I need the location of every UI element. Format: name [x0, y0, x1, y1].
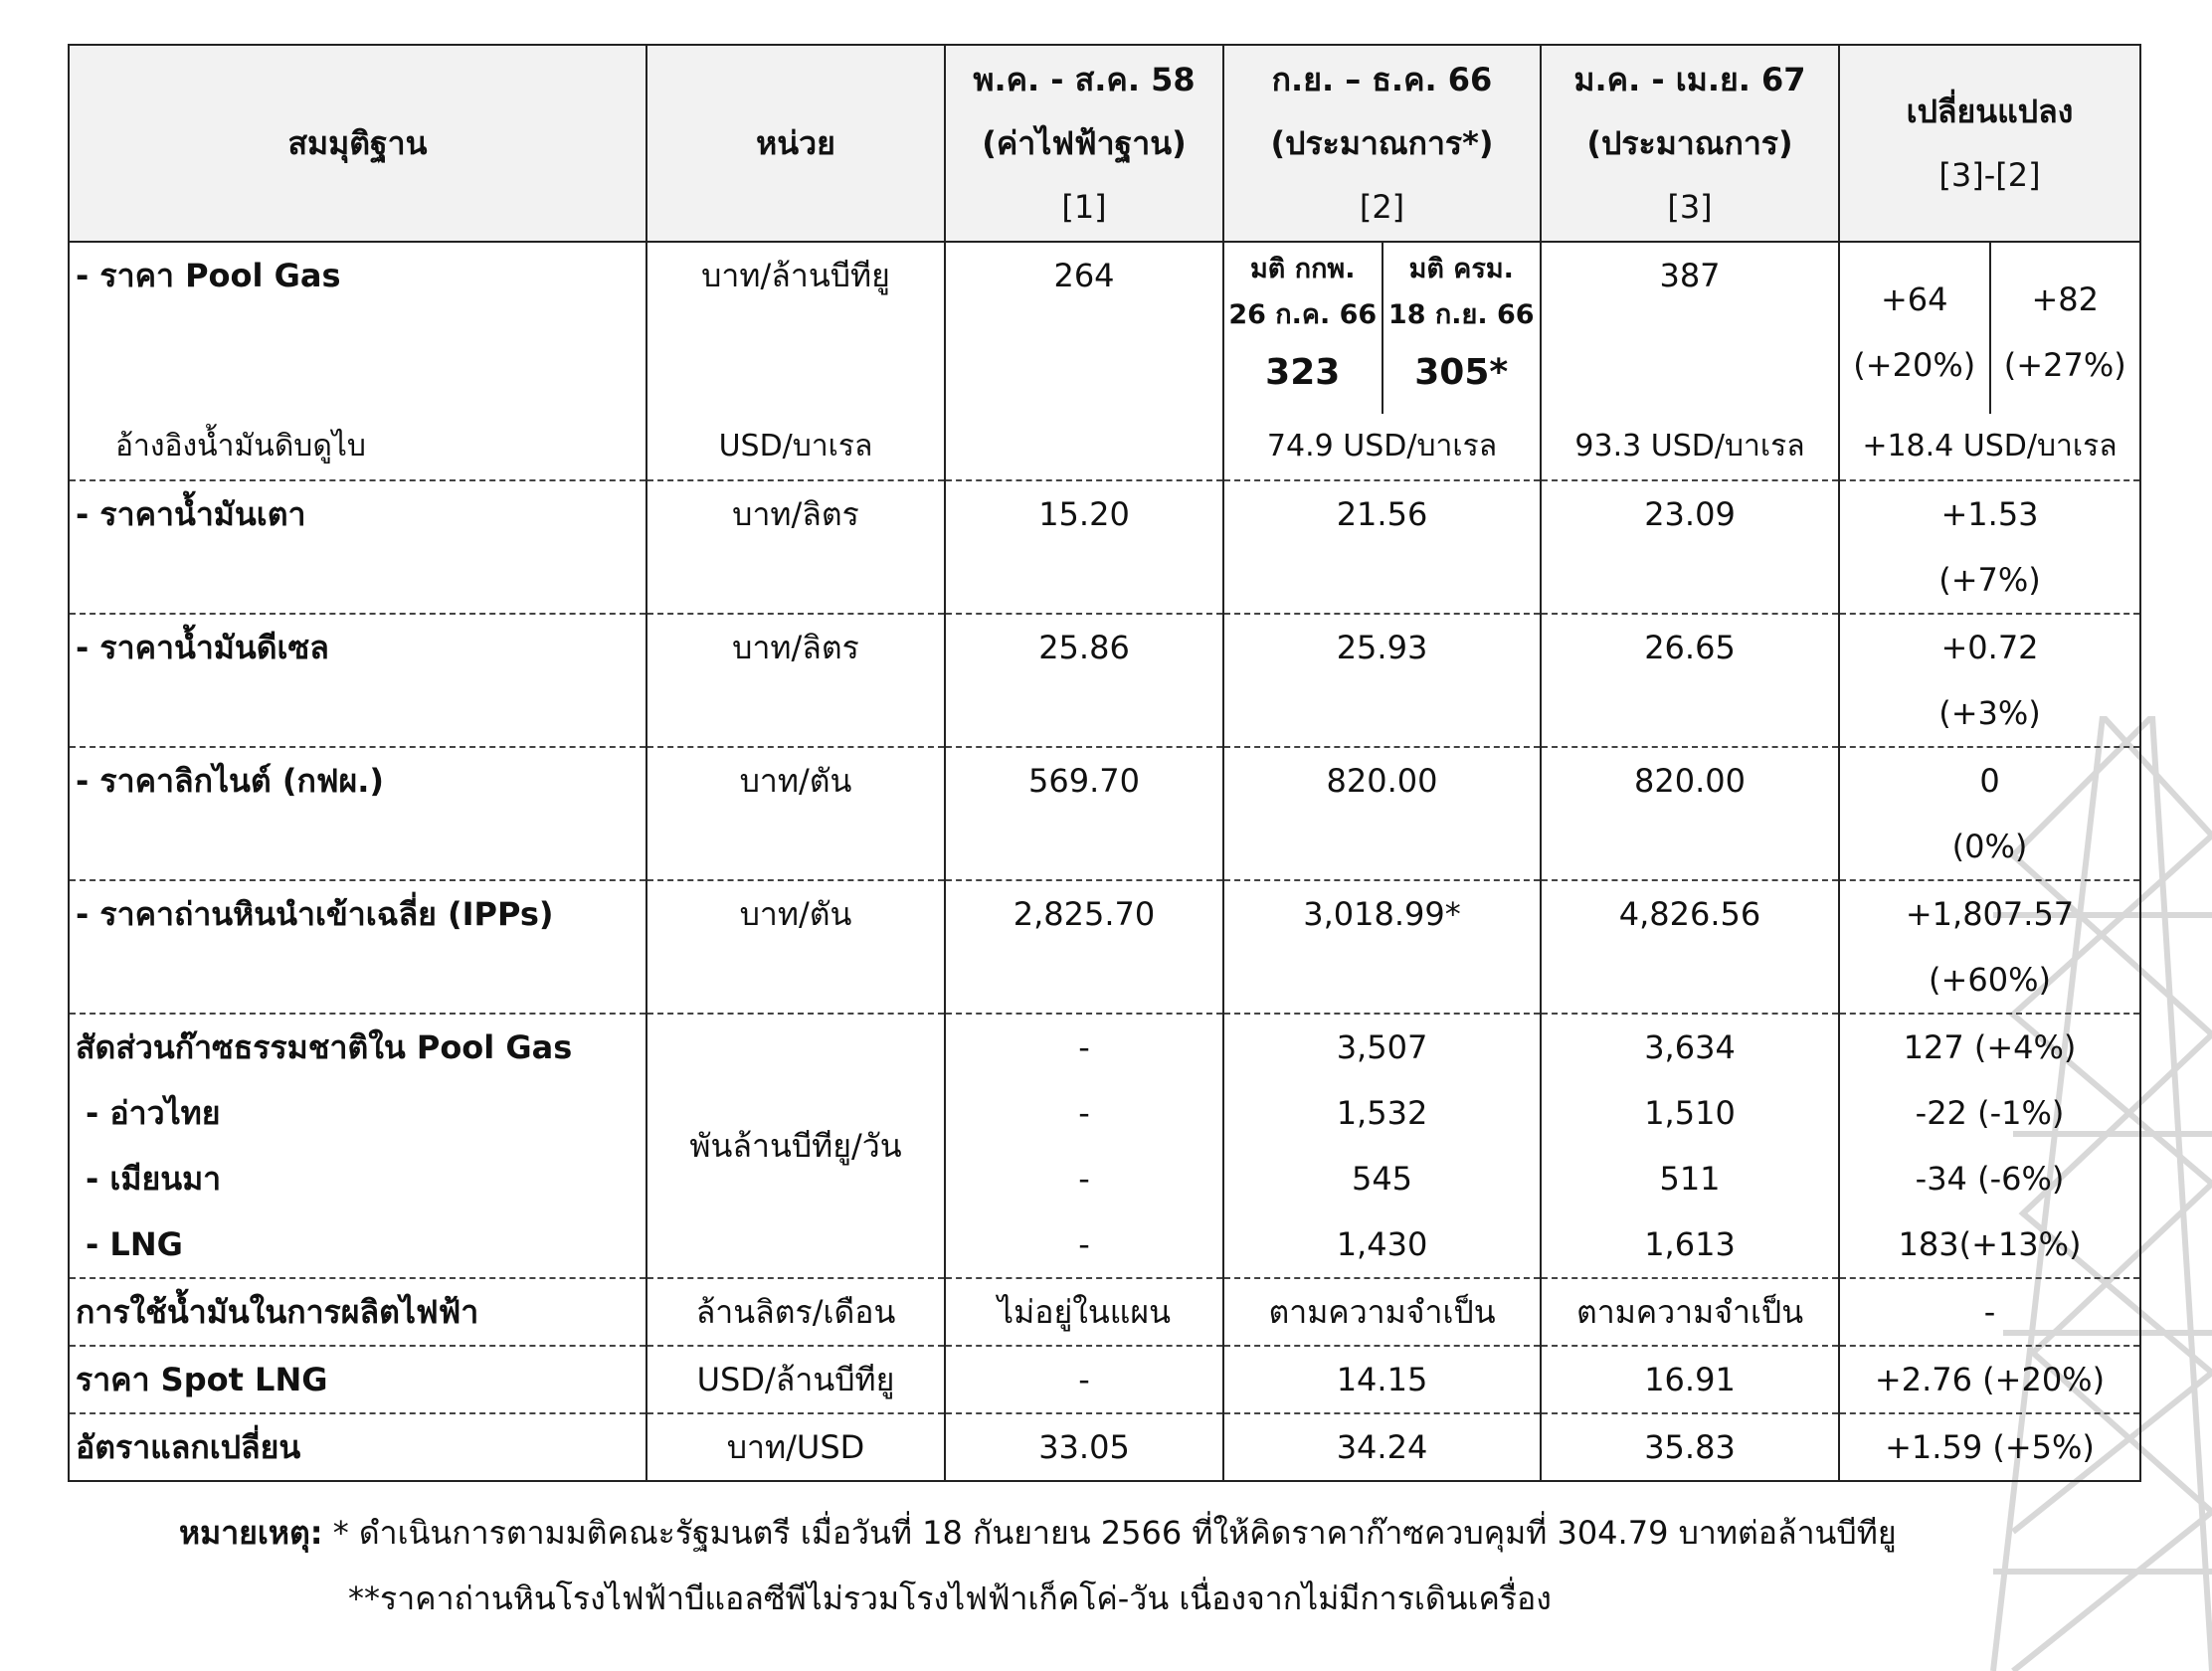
row-value-next: 35.83: [1541, 1413, 1839, 1481]
table-row: [69, 1346, 2140, 1413]
footnote-1-text: * ดำเนินการตามมติคณะรัฐมนตรี เมื่อวันที่ 18 กันยายน 2566 ที่ให้คิดราคาก๊าซควบคุมที่ 304.79 บาทต่อล้านบีทียู: [322, 1514, 1897, 1552]
row-value-next: 26.65: [1541, 614, 1839, 747]
change-erc-pct: (+20%): [1853, 346, 1976, 384]
row-change: -: [1839, 1278, 2140, 1346]
header-row: [69, 45, 2140, 242]
row-value-base: 2,825.70: [945, 880, 1223, 1014]
gas-label-myanmar: - เมียนมา: [86, 1160, 222, 1198]
row-value-next: 93.3 USD/บาเรล: [1541, 414, 1839, 480]
row-value-current: 25.93: [1223, 614, 1541, 747]
header-change-line1: เปลี่ยนแปลง: [1906, 93, 2074, 130]
row-value-next: ตามความจำเป็น: [1541, 1278, 1839, 1346]
header-base-period: [945, 45, 1223, 242]
row-label: - ราคา Pool Gas: [69, 242, 646, 414]
gas-next-value: 3,634: [1644, 1028, 1736, 1066]
change-pct: (+60%): [1929, 961, 2051, 999]
header-unit: หน่วย: [646, 45, 945, 242]
change-cabinet-value: +82: [2031, 280, 2100, 318]
gas-current-values: [1223, 1014, 1541, 1278]
row-value-base: 25.86: [945, 614, 1223, 747]
gas-next-values: [1541, 1014, 1839, 1278]
row-value-next: 23.09: [1541, 480, 1839, 614]
row-unit: ล้านลิตร/เดือน: [646, 1278, 945, 1346]
gas-base-values: [945, 1014, 1223, 1278]
row-unit: บาท/ล้านบีทียู: [646, 242, 945, 414]
table-row: [69, 880, 2140, 1014]
row-value-next: 4,826.56: [1541, 880, 1839, 1014]
row-change: +18.4 USD/บาเรล: [1839, 414, 2140, 480]
table-row-pool-gas: [69, 242, 2140, 414]
gas-current-value: 3,507: [1336, 1028, 1428, 1066]
row-value-current: 21.56: [1223, 480, 1541, 614]
row-change: [1839, 747, 2140, 880]
row-change: +2.76 (+20%): [1839, 1346, 2140, 1413]
row-unit: บาท/ลิตร: [646, 480, 945, 614]
change-value: +0.72: [1940, 629, 2039, 666]
table-row-gas-composition: [69, 1014, 2140, 1278]
change-value: 0: [1979, 762, 2000, 800]
gas-label-lng: - LNG: [86, 1225, 183, 1263]
change-value: +1,807.57: [1905, 895, 2075, 933]
resolution-cabinet-value: 305*: [1414, 352, 1509, 393]
change-erc-value: +64: [1880, 280, 1948, 318]
gas-base-value: -: [1078, 1160, 1090, 1198]
header-current-period: [1223, 45, 1541, 242]
resolution-cabinet-date: 18 ก.ย. 66: [1387, 299, 1535, 330]
footnote-1: [179, 1500, 1897, 1566]
header-current-line2: (ประมาณการ*): [1270, 124, 1494, 162]
row-label: ราคา Spot LNG: [69, 1346, 646, 1413]
row-unit: USD/ล้านบีทียู: [646, 1346, 945, 1413]
row-value-current: 820.00: [1223, 747, 1541, 880]
change-cabinet-pct: (+27%): [2003, 346, 2126, 384]
gas-current-value: 545: [1351, 1160, 1413, 1198]
row-value-base: 264: [945, 242, 1223, 414]
change-value: +1.53: [1940, 495, 2039, 533]
row-value-base: [945, 414, 1223, 480]
header-base-line2: (ค่าไฟฟ้าฐาน): [982, 124, 1187, 162]
header-base-line3: [1]: [1061, 188, 1107, 226]
change-pct: (0%): [1951, 828, 2028, 865]
row-label: - ราคาลิกไนต์ (กฟผ.): [69, 747, 646, 880]
change-pct: (+3%): [1938, 694, 2041, 732]
table-row: [69, 1278, 2140, 1346]
gas-change-value: 183(+13%): [1898, 1225, 2082, 1263]
header-current-line1: ก.ย. – ธ.ค. 66: [1271, 61, 1493, 98]
table-row: [69, 747, 2140, 880]
header-change-line2: [3]-[2]: [1938, 156, 2041, 194]
row-change: [1839, 880, 2140, 1014]
header-next-period: [1541, 45, 1839, 242]
gas-base-value: -: [1078, 1094, 1090, 1132]
row-label: - ราคาน้ำมันเตา: [69, 480, 646, 614]
gas-labels: [69, 1014, 646, 1278]
pool-gas-resolutions: [1223, 242, 1541, 414]
row-value-base: 33.05: [945, 1413, 1223, 1481]
row-unit: บาท/ลิตร: [646, 614, 945, 747]
footnotes: [179, 1500, 1897, 1631]
gas-base-value: -: [1078, 1028, 1090, 1066]
pool-gas-change: [1839, 242, 2140, 414]
row-value-current: 14.15: [1223, 1346, 1541, 1413]
gas-change-value: -34 (-6%): [1915, 1160, 2065, 1198]
resolution-cabinet: [1382, 243, 1541, 414]
resolution-erc-title: มติ กกพ.: [1250, 254, 1356, 284]
row-label: อัตราแลกเปลี่ยน: [69, 1413, 646, 1481]
row-value-current: 34.24: [1223, 1413, 1541, 1481]
row-label: - ราคาน้ำมันดีเซล: [69, 614, 646, 747]
row-value-base: 15.20: [945, 480, 1223, 614]
resolution-erc-value: 323: [1265, 352, 1341, 393]
table-row: [69, 614, 2140, 747]
gas-label-gulf: - อ่าวไทย: [86, 1094, 221, 1132]
footnote-2: **ราคาถ่านหินโรงไฟฟ้าบีแอลซีพีไม่รวมโรงไฟฟ้าเก็คโค่-วัน เนื่องจากไม่มีการเดินเครื่อง: [348, 1579, 1552, 1617]
footnote-key: หมายเหตุ:: [179, 1514, 323, 1552]
gas-next-value: 1,510: [1644, 1094, 1736, 1132]
row-value-next: 820.00: [1541, 747, 1839, 880]
header-next-line3: [3]: [1667, 188, 1713, 226]
gas-current-value: 1,430: [1336, 1225, 1428, 1263]
gas-unit: พันล้านบีทียู/วัน: [646, 1014, 945, 1278]
row-label: - ราคาถ่านหินนำเข้าเฉลี่ย (IPPs): [69, 880, 646, 1014]
row-value-base: -: [945, 1346, 1223, 1413]
header-next-line2: (ประมาณการ): [1586, 124, 1793, 162]
gas-next-value: 511: [1659, 1160, 1721, 1198]
gas-next-value: 1,613: [1644, 1225, 1736, 1263]
gas-change-value: 127 (+4%): [1903, 1028, 2077, 1066]
resolution-erc-date: 26 ก.ค. 66: [1228, 299, 1378, 330]
row-value-current: ตามความจำเป็น: [1223, 1278, 1541, 1346]
header-next-line1: ม.ค. - เม.ย. 67: [1573, 61, 1806, 98]
header-change: [1839, 45, 2140, 242]
gas-label-total: สัดส่วนก๊าซธรรมชาติใน Pool Gas: [76, 1028, 573, 1066]
row-unit: บาท/USD: [646, 1413, 945, 1481]
row-unit: บาท/ตัน: [646, 880, 945, 1014]
change-vs-cabinet: [1989, 243, 2140, 414]
row-change: +1.59 (+5%): [1839, 1413, 2140, 1481]
change-vs-erc: [1840, 243, 1989, 414]
gas-current-value: 1,532: [1336, 1094, 1428, 1132]
gas-change-value: -22 (-1%): [1915, 1094, 2065, 1132]
row-unit: บาท/ตัน: [646, 747, 945, 880]
row-value-base: 569.70: [945, 747, 1223, 880]
assumptions-table: [68, 44, 2141, 1482]
row-change: [1839, 614, 2140, 747]
header-base-line1: พ.ค. - ส.ค. 58: [973, 61, 1196, 98]
gas-change-values: [1839, 1014, 2140, 1278]
row-value-current: 3,018.99*: [1223, 880, 1541, 1014]
row-label: อ้างอิงน้ำมันดิบดูไบ: [69, 414, 646, 480]
row-value-next: 387: [1541, 242, 1839, 414]
row-value-next: 16.91: [1541, 1346, 1839, 1413]
header-assumption: สมมุติฐาน: [69, 45, 646, 242]
gas-base-value: -: [1078, 1225, 1090, 1263]
table-row: [69, 1413, 2140, 1481]
row-value-current: 74.9 USD/บาเรล: [1223, 414, 1541, 480]
header-current-line3: [2]: [1359, 188, 1405, 226]
table-row: [69, 480, 2140, 614]
row-change: [1839, 480, 2140, 614]
change-pct: (+7%): [1938, 561, 2041, 599]
row-unit: USD/บาเรล: [646, 414, 945, 480]
row-label: การใช้น้ำมันในการผลิตไฟฟ้า: [69, 1278, 646, 1346]
resolution-cabinet-title: มติ ครม.: [1408, 254, 1514, 284]
row-value-base: ไม่อยู่ในแผน: [945, 1278, 1223, 1346]
resolution-erc: [1224, 243, 1382, 414]
table-row-dubai-reference: [69, 414, 2140, 480]
